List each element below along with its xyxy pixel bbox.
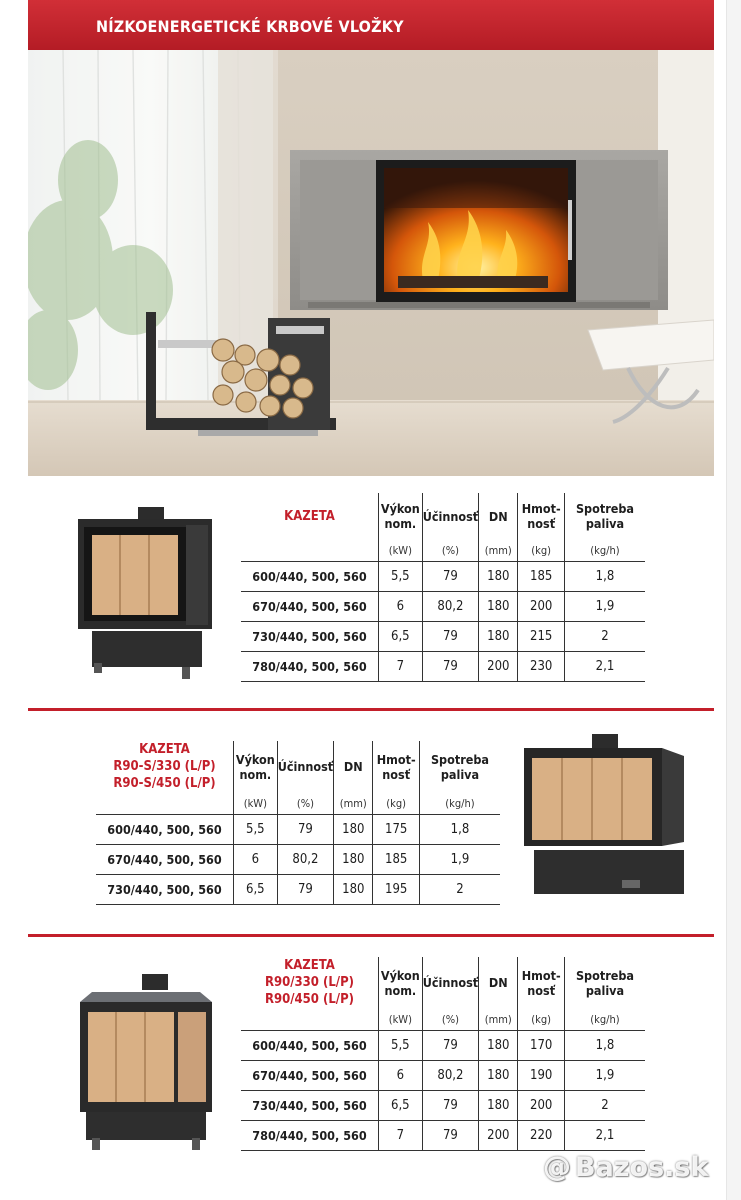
kazeta-insert-image xyxy=(62,505,222,683)
unit-hmotnost: (kg) xyxy=(518,1008,565,1031)
table-row xyxy=(241,1091,645,1121)
cell-ucinnost: 79 xyxy=(422,1091,478,1121)
col-ucinnost: Účinnosť xyxy=(277,741,333,792)
watermark-text: Bazos.sk xyxy=(575,1152,709,1183)
cell-ucinnost: 79 xyxy=(422,652,478,682)
kazeta-r90-insert-image xyxy=(66,972,226,1162)
spec-table-kazeta xyxy=(241,493,645,682)
cell-ucinnost: 80,2 xyxy=(422,592,478,622)
unit-dn: (mm) xyxy=(479,539,518,562)
cell-dn: 180 xyxy=(479,1061,518,1091)
cell-spotreba: 1,8 xyxy=(419,815,500,845)
table-row xyxy=(96,815,500,845)
hero-illustration xyxy=(28,50,714,476)
unit-spotreba: (kg/h) xyxy=(419,792,500,815)
cell-hmotnost: 220 xyxy=(518,1121,565,1151)
unit-dn: (mm) xyxy=(334,792,373,815)
cell-vykon: 6 xyxy=(378,592,422,622)
cell-dn: 180 xyxy=(479,622,518,652)
unit-ucinnost: (%) xyxy=(277,792,333,815)
cell-dn: 180 xyxy=(479,1031,518,1061)
cell-hmotnost: 175 xyxy=(373,815,420,845)
table-title: KAZETA xyxy=(284,508,335,524)
cell-model: 600/440, 500, 560 xyxy=(241,1031,378,1061)
col-hmotnost: Hmot- nosť xyxy=(373,741,420,792)
table-title: KAZETA R90-S/330 (L/P) R90-S/450 (L/P) xyxy=(113,742,216,791)
cell-model: 670/440, 500, 560 xyxy=(241,1061,378,1091)
cell-ucinnost: 79 xyxy=(422,562,478,592)
cell-spotreba: 1,8 xyxy=(564,562,645,592)
cell-spotreba: 1,9 xyxy=(564,1061,645,1091)
cell-spotreba: 1,9 xyxy=(564,592,645,622)
unit-ucinnost: (%) xyxy=(422,539,478,562)
cell-hmotnost: 185 xyxy=(373,845,420,875)
table-row xyxy=(96,845,500,875)
cell-dn: 200 xyxy=(479,652,518,682)
cell-vykon: 5,5 xyxy=(378,1031,422,1061)
col-spotreba: Spotreba paliva xyxy=(564,493,645,539)
cell-model: 600/440, 500, 560 xyxy=(241,562,378,592)
watermark xyxy=(543,1150,733,1190)
table-row xyxy=(96,875,500,905)
unit-vykon: (kW) xyxy=(233,792,277,815)
table-row xyxy=(241,622,645,652)
cell-ucinnost: 79 xyxy=(422,622,478,652)
cell-model: 730/440, 500, 560 xyxy=(241,1091,378,1121)
cell-model: 600/440, 500, 560 xyxy=(96,815,233,845)
table-row xyxy=(241,652,645,682)
cell-hmotnost: 215 xyxy=(518,622,565,652)
col-dn: DN xyxy=(334,741,373,792)
cell-model: 730/440, 500, 560 xyxy=(96,875,233,905)
col-spotreba: Spotreba paliva xyxy=(419,741,500,792)
unit-ucinnost: (%) xyxy=(422,1008,478,1031)
col-hmotnost: Hmot- nosť xyxy=(518,493,565,539)
cell-vykon: 6,5 xyxy=(378,1091,422,1121)
cell-hmotnost: 200 xyxy=(518,1091,565,1121)
cell-ucinnost: 80,2 xyxy=(277,845,333,875)
cell-hmotnost: 230 xyxy=(518,652,565,682)
cell-dn: 180 xyxy=(334,815,373,845)
spec-table-kazeta-r90s xyxy=(96,741,500,905)
cell-spotreba: 2 xyxy=(564,622,645,652)
units-blank xyxy=(241,539,378,562)
cell-hmotnost: 170 xyxy=(518,1031,565,1061)
cell-spotreba: 2,1 xyxy=(564,652,645,682)
section-divider xyxy=(28,708,714,711)
col-vykon: Výkon nom. xyxy=(233,741,277,792)
col-ucinnost: Účinnosť xyxy=(422,493,478,539)
hero-image xyxy=(28,50,714,476)
col-vykon: Výkon nom. xyxy=(378,957,422,1008)
table-row xyxy=(241,1061,645,1091)
cell-vykon: 6,5 xyxy=(233,875,277,905)
col-dn: DN xyxy=(479,957,518,1008)
cell-spotreba: 2 xyxy=(564,1091,645,1121)
section-divider xyxy=(28,934,714,937)
cell-ucinnost: 79 xyxy=(422,1121,478,1151)
cell-spotreba: 1,8 xyxy=(564,1031,645,1061)
unit-hmotnost: (kg) xyxy=(518,539,565,562)
cell-model: 780/440, 500, 560 xyxy=(241,652,378,682)
cell-vykon: 6,5 xyxy=(378,622,422,652)
unit-spotreba: (kg/h) xyxy=(564,539,645,562)
page-title: NÍZKOENERGETICKÉ KRBOVÉ VLOŽKY xyxy=(96,17,404,36)
col-ucinnost: Účinnosť xyxy=(422,957,478,1008)
cell-hmotnost: 185 xyxy=(518,562,565,592)
unit-vykon: (kW) xyxy=(378,539,422,562)
col-vykon: Výkon nom. xyxy=(378,493,422,539)
header-bar xyxy=(28,0,714,50)
cell-ucinnost: 80,2 xyxy=(422,1061,478,1091)
cell-vykon: 7 xyxy=(378,652,422,682)
cell-vykon: 7 xyxy=(378,1121,422,1151)
cell-vykon: 5,5 xyxy=(378,562,422,592)
cell-model: 730/440, 500, 560 xyxy=(241,622,378,652)
unit-hmotnost: (kg) xyxy=(373,792,420,815)
cell-model: 670/440, 500, 560 xyxy=(96,845,233,875)
cell-spotreba: 2 xyxy=(419,875,500,905)
cell-ucinnost: 79 xyxy=(277,875,333,905)
col-hmotnost: Hmot- nosť xyxy=(518,957,565,1008)
cell-hmotnost: 195 xyxy=(373,875,420,905)
cell-dn: 180 xyxy=(479,1091,518,1121)
cell-model: 780/440, 500, 560 xyxy=(241,1121,378,1151)
cell-dn: 180 xyxy=(479,562,518,592)
table-row xyxy=(241,562,645,592)
at-camera-icon: @ xyxy=(543,1150,571,1183)
table-row xyxy=(241,592,645,622)
cell-dn: 180 xyxy=(334,845,373,875)
cell-spotreba: 2,1 xyxy=(564,1121,645,1151)
unit-spotreba: (kg/h) xyxy=(564,1008,645,1031)
table-title: KAZETA R90/330 (L/P) R90/450 (L/P) xyxy=(264,958,354,1007)
cell-vykon: 5,5 xyxy=(233,815,277,845)
cell-spotreba: 1,9 xyxy=(419,845,500,875)
spec-table-kazeta-r90 xyxy=(241,957,645,1151)
units-blank xyxy=(241,1008,378,1031)
units-blank xyxy=(96,792,233,815)
cell-dn: 180 xyxy=(334,875,373,905)
col-dn: DN xyxy=(479,493,518,539)
cell-ucinnost: 79 xyxy=(277,815,333,845)
cell-vykon: 6 xyxy=(378,1061,422,1091)
cell-dn: 200 xyxy=(479,1121,518,1151)
unit-dn: (mm) xyxy=(479,1008,518,1031)
cell-vykon: 6 xyxy=(233,845,277,875)
kazeta-r90s-insert-image xyxy=(514,732,694,902)
cell-hmotnost: 190 xyxy=(518,1061,565,1091)
cell-ucinnost: 79 xyxy=(422,1031,478,1061)
col-spotreba: Spotreba paliva xyxy=(564,957,645,1008)
right-margin-strip xyxy=(726,0,741,1200)
table-row xyxy=(241,1031,645,1061)
cell-model: 670/440, 500, 560 xyxy=(241,592,378,622)
unit-vykon: (kW) xyxy=(378,1008,422,1031)
cell-hmotnost: 200 xyxy=(518,592,565,622)
cell-dn: 180 xyxy=(479,592,518,622)
table-row xyxy=(241,1121,645,1151)
